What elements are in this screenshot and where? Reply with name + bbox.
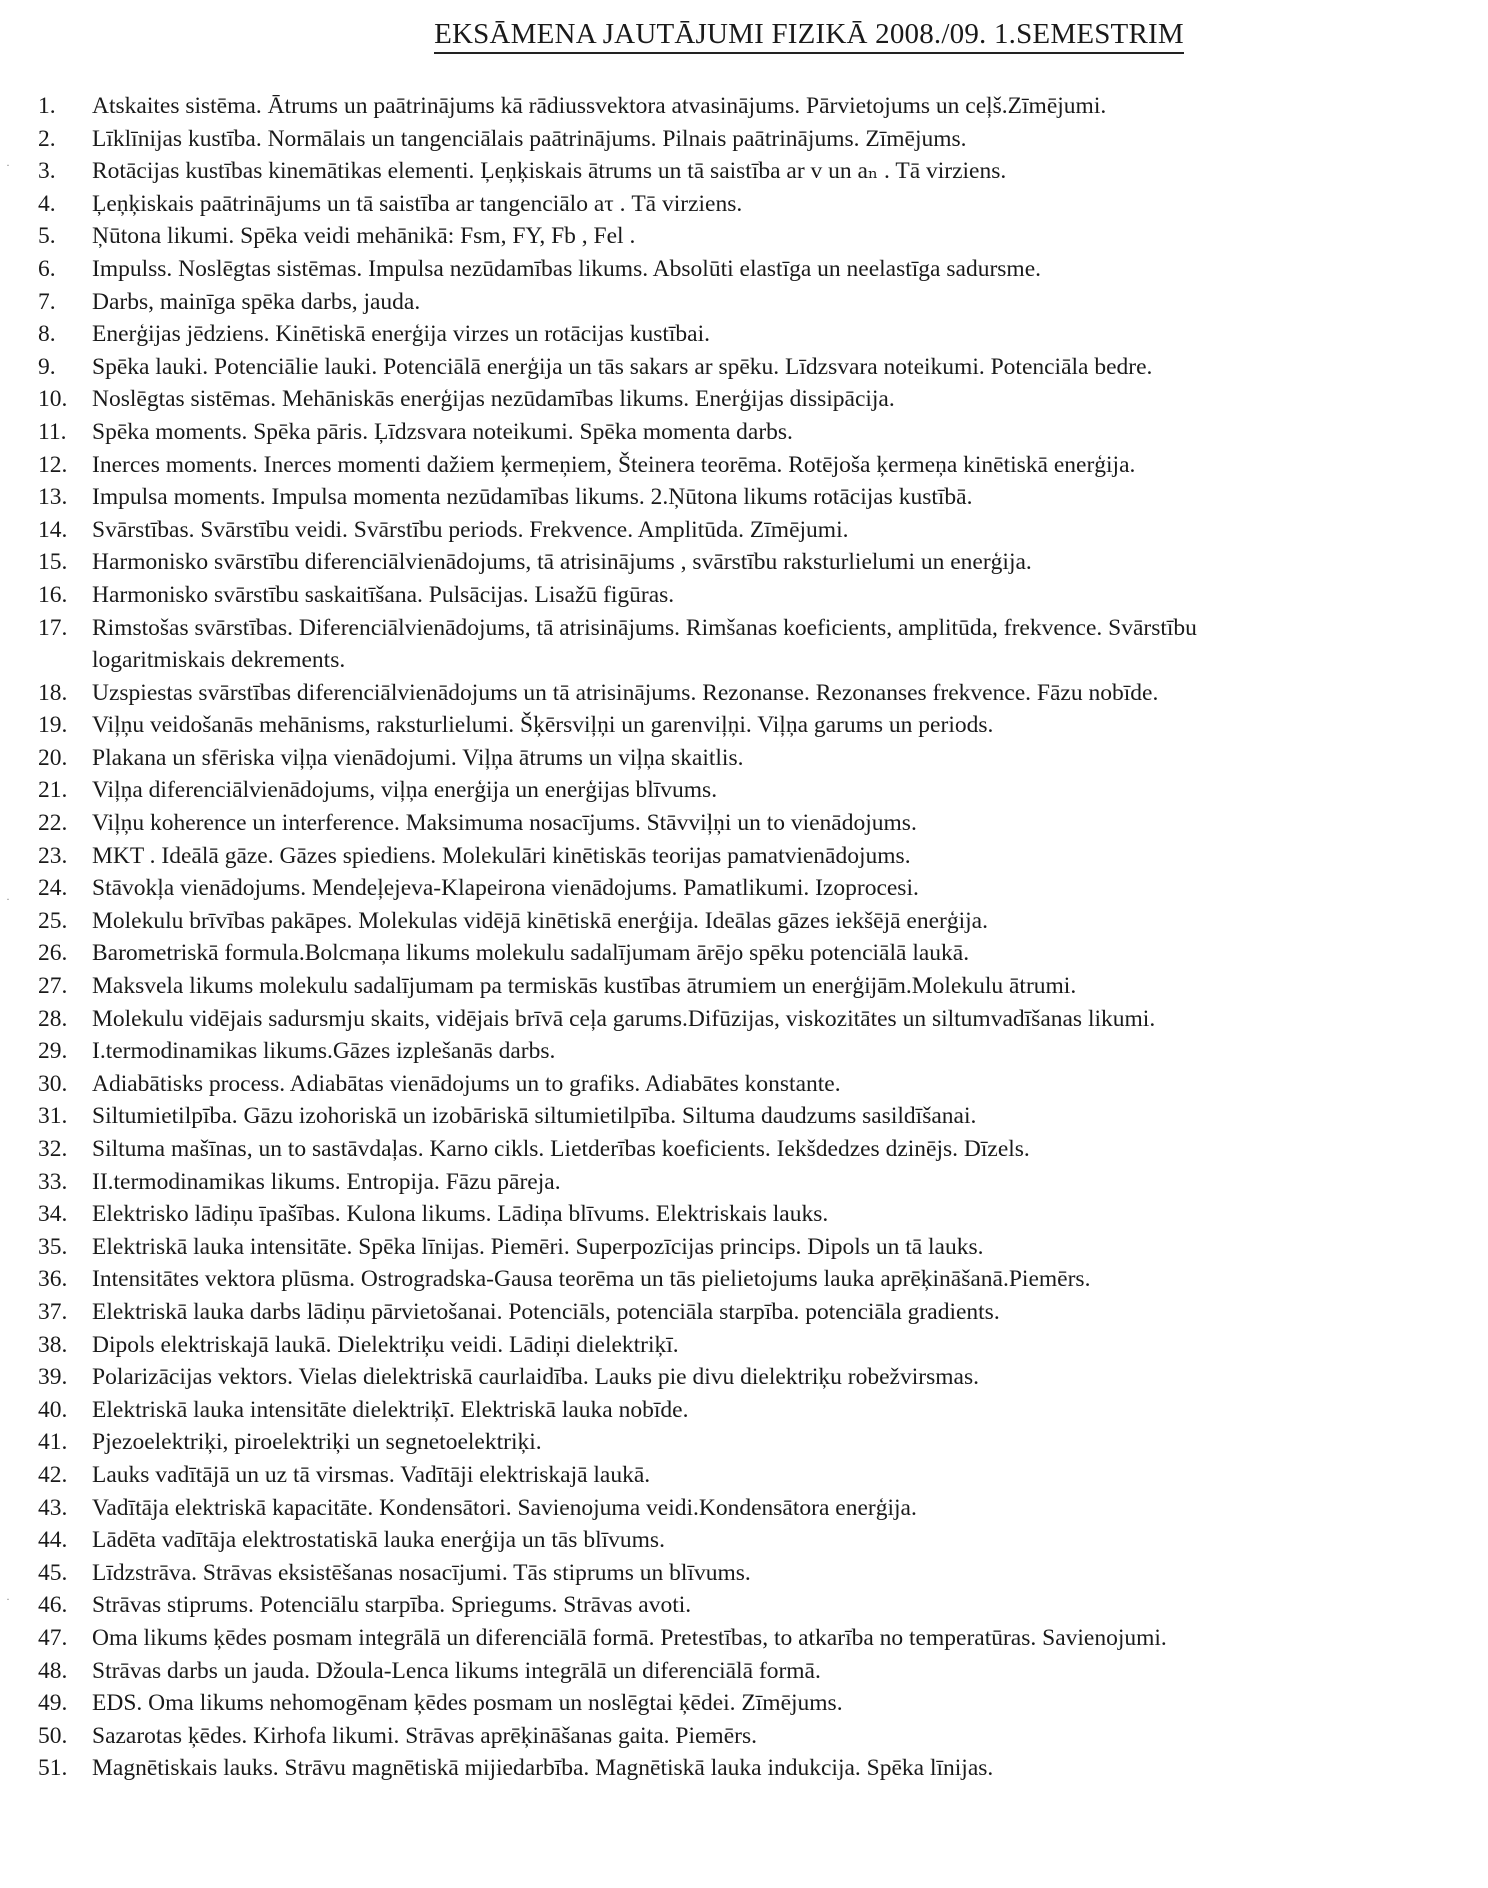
question-number: 23. [38, 842, 68, 869]
question-number: 33. [38, 1168, 68, 1195]
question-number: 51. [38, 1755, 68, 1782]
question-item [38, 1361, 1478, 1394]
question-number: 38. [38, 1331, 68, 1358]
question-text: Lauks vadītājā un uz tā virsmas. Vadītāji elektriskajā laukā. [92, 1461, 651, 1488]
question-item [38, 970, 1478, 1003]
question-number: 32. [38, 1136, 68, 1162]
question-number: 46. [38, 1592, 68, 1619]
question-number: 36. [38, 1266, 68, 1293]
question-item [38, 253, 1478, 286]
question-text: II.termodinamikas likums. Entropija. Fāzu pāreja. [92, 1168, 561, 1195]
question-item [38, 155, 1478, 188]
question-text: Noslēgtas sistēmas. Mehāniskās enerģijas nezūdamības likums. Enerģijas dissipācija. [92, 386, 895, 413]
question-item [38, 546, 1478, 579]
question-item [38, 612, 1478, 677]
question-text: Inerces moments. Inerces momenti dažiem ķermeņiem, Šteinera teorēma. Rotējoša ķermeņa kinētiskā enerģija. [92, 451, 1136, 478]
question-number: 27. [38, 973, 68, 1000]
question-item [38, 1329, 1478, 1362]
question-text: Vadītāja elektriskā kapacitāte. Kondensātori. Savienojuma veidi.Kondensātora enerģija. [92, 1494, 917, 1521]
question-item [38, 840, 1478, 873]
question-item [38, 1622, 1478, 1655]
question-number: 31. [38, 1103, 68, 1130]
question-item [38, 1720, 1478, 1753]
question-text: Ņūtona likumi. Spēka veidi mehānikā: Fsm, FY, Fb , Fel . [92, 223, 636, 250]
question-number: 17. [38, 614, 68, 641]
question-text: Impulss. Noslēgtas sistēmas. Impulsa nezūdamības likums. Absolūti elastīga un neelastīga sadursme. [92, 255, 1041, 282]
question-text: Impulsa moments. Impulsa momenta nezūdamības likums. 2.Ņūtona likums rotācijas kustībā. [92, 484, 973, 511]
question-number: 39. [38, 1364, 68, 1391]
question-item [38, 1100, 1478, 1133]
question-number: 43. [38, 1494, 68, 1521]
question-text: Spēka lauki. Potenciālie lauki. Potenciālā enerģija un tās sakars ar spēku. Līdzsvara noteikumi. Potenciāla bedre. [92, 353, 1153, 380]
question-text: Pjezoelektriķi, piroelektriķi un segnetoelektriķi. [92, 1429, 542, 1456]
question-number: 11. [38, 418, 67, 445]
question-number: 47. [38, 1624, 68, 1651]
document-title: EKSĀMENA JAUTĀJUMI FIZIKĀ 2008./09. 1.SEMESTRIM [434, 18, 1184, 54]
question-item [38, 1166, 1478, 1199]
question-text: Strāvas stiprums. Potenciālu starpība. Spriegums. Strāvas avoti. [92, 1592, 692, 1619]
question-text: Polarizācijas vektors. Vielas dielektriskā caurlaidība. Lauks pie divu dielektriķu robežvirsmas. [92, 1364, 979, 1391]
question-item [38, 1655, 1478, 1688]
question-number: 28. [38, 1005, 68, 1032]
question-text: Molekulu brīvības pakāpes. Molekulas vidējā kinētiskā enerģija. Ideālas gāzes iekšējā enerģija. [92, 907, 988, 934]
question-number: 34. [38, 1201, 68, 1228]
question-item [38, 1133, 1478, 1166]
question-text: Elektriskā lauka intensitāte. Spēka līnijas. Piemēri. Superpozīcijas princips. Dipols un tā lauks. [92, 1233, 984, 1260]
question-item [38, 318, 1478, 351]
question-item [38, 579, 1478, 612]
question-number: 1. [38, 93, 56, 119]
question-text: Viļņu veidošanās mehānisms, raksturlielumi. Šķērsviļņi un garenviļņi. Viļņa garums un periods. [92, 712, 994, 739]
question-item [38, 416, 1478, 449]
question-item [38, 1687, 1478, 1720]
question-item [38, 1068, 1478, 1101]
question-number: 9. [38, 353, 56, 380]
question-text: Atskaites sistēma. Ātrums un paātrinājums kā rādiussvektora atvasinājums. Pārvietojums un ceļš.Zīmējumi. [92, 93, 1107, 119]
question-text-continuation: logaritmiskais dekrements. [92, 647, 346, 674]
question-text: Uzspiestas svārstības diferenciālvienādojums un tā atrisinājums. Rezonanse. Rezonanses frekvence. Fāzu nobīde. [92, 679, 1159, 706]
question-text: Stāvokļa vienādojums. Mendeļejeva-Klapeirona vienādojums. Pamatlikumi. Izoprocesi. [92, 875, 919, 902]
question-text: Sazarotas ķēdes. Kirhofa likumi. Strāvas aprēķināšanas gaita. Piemērs. [92, 1722, 757, 1749]
question-number: 41. [38, 1429, 68, 1456]
question-number: 13. [38, 484, 68, 511]
question-number: 42. [38, 1461, 68, 1488]
question-item [38, 1492, 1478, 1525]
question-number: 45. [38, 1559, 68, 1586]
question-text: Siltumietilpība. Gāzu izohoriskā un izobāriskā siltumietilpība. Siltuma daudzums sasildīšanai. [92, 1103, 977, 1130]
question-text: Magnētiskais lauks. Strāvu magnētiskā mijiedarbība. Magnētiskā lauka indukcija. Spēka līnijas. [92, 1755, 994, 1782]
question-number: 7. [38, 288, 56, 315]
question-text: Dipols elektriskajā laukā. Dielektriķu veidi. Lādiņi dielektriķī. [92, 1331, 679, 1358]
question-number: 37. [38, 1298, 68, 1325]
document-title-row [0, 18, 1488, 51]
question-item [38, 514, 1478, 547]
question-number: 30. [38, 1070, 68, 1097]
question-number: 12. [38, 451, 68, 478]
question-text: Elektriskā lauka darbs lādiņu pārvietošanai. Potenciāls, potenciāla starpība. potenciāla gradients. [92, 1298, 1000, 1325]
question-number: 15. [38, 549, 68, 576]
question-text: Harmonisko svārstību diferenciālvienādojums, tā atrisinājums , svārstību raksturlielumi un enerģija. [92, 549, 1032, 576]
question-text: Spēka moments. Spēka pāris. Ļīdzsvara noteikumi. Spēka momenta darbs. [92, 418, 793, 445]
question-number: 8. [38, 321, 56, 348]
question-text: Plakana un sfēriska viļņa vienādojumi. Viļņa ātrums un viļņa skaitlis. [92, 744, 744, 771]
question-text: Siltuma mašīnas, un to sastāvdaļas. Karno cikls. Lietderības koeficients. Iekšdedzes dzinējs. Dīzels. [92, 1136, 1030, 1162]
question-item [38, 1589, 1478, 1622]
question-text: Oma likums ķēdes posmam integrālā un diferenciālā formā. Pretestības, to atkarība no temperatūras. Savienojumi. [92, 1624, 1167, 1651]
question-item [38, 1231, 1478, 1264]
question-item [38, 286, 1478, 319]
question-number: 24. [38, 875, 68, 902]
question-text: EDS. Oma likums nehomogēnam ķēdes posmam un noslēgtai ķēdei. Zīmējums. [92, 1690, 843, 1717]
question-item [38, 481, 1478, 514]
question-number: 29. [38, 1038, 68, 1065]
question-item [38, 742, 1478, 775]
question-text: Adiabātisks process. Adiabātas vienādojums un to grafiks. Adiabātes konstante. [92, 1070, 841, 1097]
question-text: Svārstības. Svārstību veidi. Svārstību periods. Frekvence. Amplitūda. Zīmējumi. [92, 516, 849, 543]
question-item [38, 1752, 1478, 1785]
question-number: 48. [38, 1657, 68, 1684]
question-item [38, 774, 1478, 807]
question-number: 5. [38, 223, 56, 250]
question-number: 22. [38, 810, 68, 837]
question-item [38, 220, 1478, 253]
question-number: 19. [38, 712, 68, 739]
question-item [38, 1426, 1478, 1459]
question-item [38, 1524, 1478, 1557]
question-number: 40. [38, 1396, 68, 1423]
question-item [38, 1557, 1478, 1590]
question-text: Rotācijas kustības kinemātikas elementi. Ļeņķiskais ātrums un tā saistība ar v un aₙ . Tā virziens. [92, 158, 1007, 185]
question-text: Viļņu koherence un interference. Maksimuma nosacījums. Stāvviļņi un to vienādojums. [92, 810, 917, 837]
question-text: Līdzstrāva. Strāvas eksistēšanas nosacījumi. Tās stiprums un blīvums. [92, 1559, 751, 1586]
question-item [38, 937, 1478, 970]
question-item [38, 90, 1478, 123]
question-text: Ļeņķiskais paātrinājums un tā saistība ar tangenciālo aτ . Tā virziens. [92, 190, 743, 217]
question-number: 20. [38, 744, 68, 771]
question-item [38, 351, 1478, 384]
question-list [38, 90, 1478, 1785]
question-number: 49. [38, 1690, 68, 1717]
question-number: 35. [38, 1233, 68, 1260]
question-number: 4. [38, 190, 56, 217]
question-text: Elektrisko lādiņu īpašības. Kulona likums. Lādiņa blīvums. Elektriskais lauks. [92, 1201, 829, 1228]
question-text: Barometriskā formula.Bolcmaņa likums molekulu sadalījumam ārējo spēku potenciālā laukā. [92, 940, 970, 967]
question-number: 16. [38, 581, 68, 608]
question-text: MKT . Ideālā gāze. Gāzes spiediens. Molekulāri kinētiskās teorijas pamatvienādojums. [92, 842, 911, 869]
question-item [38, 709, 1478, 742]
question-number: 6. [38, 255, 56, 282]
question-text: Harmonisko svārstību saskaitīšana. Pulsācijas. Lisažū figūras. [92, 581, 675, 608]
question-item [38, 188, 1478, 221]
scan-speck: · [6, 158, 10, 172]
question-item [38, 872, 1478, 905]
question-number: 44. [38, 1527, 68, 1554]
question-number: 14. [38, 516, 68, 543]
question-text: Elektriskā lauka intensitāte dielektriķī. Elektriskā lauka nobīde. [92, 1396, 689, 1423]
question-text: Molekulu vidējais sadursmju skaits, vidējais brīvā ceļa garums.Difūzijas, viskozitātes un siltumvadīšanas likumi. [92, 1005, 1156, 1032]
question-number: 10. [38, 386, 68, 413]
question-text: Lādēta vadītāja elektrostatiskā lauka enerģija un tās blīvums. [92, 1527, 665, 1554]
question-item [38, 383, 1478, 416]
question-text: Maksvela likums molekulu sadalījumam pa termiskās kustības ātrumiem un enerģijām.Molekulu ātrumi. [92, 973, 1077, 1000]
question-text: Intensitātes vektora plūsma. Ostrogradska-Gausa teorēma un tās pielietojums lauka aprēķināšanā.Piemērs. [92, 1266, 1091, 1293]
question-number: 18. [38, 679, 68, 706]
question-item [38, 807, 1478, 840]
question-item [38, 677, 1478, 710]
question-item [38, 905, 1478, 938]
question-number: 25. [38, 907, 68, 934]
question-text: Rimstošas svārstības. Diferenciālvienādojums, tā atrisinājums. Rimšanas koeficients, amplitūda, frekvence. Svārstību [92, 614, 1197, 641]
question-number: 21. [38, 777, 68, 804]
question-item [38, 1394, 1478, 1427]
question-number: 26. [38, 940, 68, 967]
question-item [38, 1296, 1478, 1329]
scan-speck: · [6, 892, 10, 906]
question-item [38, 123, 1478, 156]
question-item [38, 1459, 1478, 1492]
scan-speck: · [6, 1592, 10, 1606]
question-number: 3. [38, 158, 56, 185]
question-text: I.termodinamikas likums.Gāzes izplešanās darbs. [92, 1038, 556, 1065]
question-text: Līklīnijas kustība. Normālais un tangenciālais paātrinājums. Pilnais paātrinājums. Zīmējums. [92, 125, 967, 152]
question-item [38, 1263, 1478, 1296]
question-item [38, 1035, 1478, 1068]
question-text: Strāvas darbs un jauda. Džoula-Lenca likums integrālā un diferenciālā formā. [92, 1657, 821, 1684]
question-number: 50. [38, 1722, 68, 1749]
question-text: Enerģijas jēdziens. Kinētiskā enerģija virzes un rotācijas kustībai. [92, 321, 710, 348]
question-item [38, 1198, 1478, 1231]
question-item [38, 1003, 1478, 1036]
question-number: 2. [38, 125, 56, 152]
question-text: Darbs, mainīga spēka darbs, jauda. [92, 288, 421, 315]
question-item [38, 449, 1478, 482]
question-text: Viļņa diferenciālvienādojums, viļņa enerģija un enerģijas blīvums. [92, 777, 718, 804]
